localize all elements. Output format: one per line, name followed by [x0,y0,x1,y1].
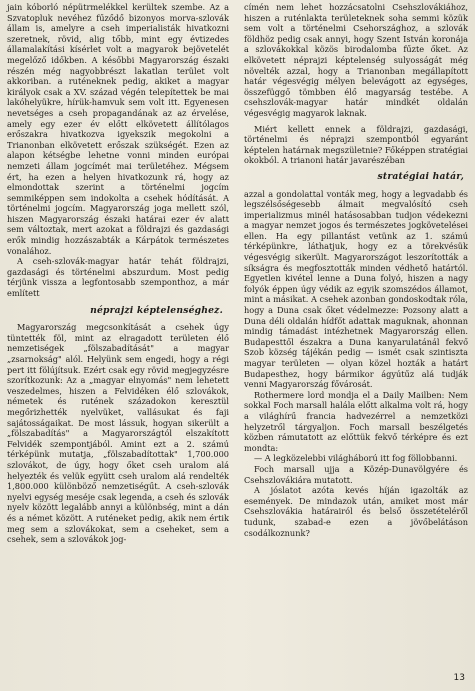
right-paragraph-3: azzal a gondolattal vonták meg, hogy a legvadabb és legszélsőségesebb álmait megvalósító cseh imperializmus minél hatásosabban tudjon védekezni a magyar nemzet jogos és természetes jogkövetelései ellen. Ha egy pillantást vetünk az 1. számú térképünkre, láthatjuk, hogy ez a törekvésük végesvégig sikerült. Magyarországot leszorították a síkságra és megfosztották minden védhető határtól. Egyetlen kivétel lenne a Duna folyó, hiszen a nagy folyók éppen úgy védik az egyik szomszédos államot, mint a másikat. A csehek azonban gondoskodtak róla, hogy a Duna csak őket védelmezze: Pozsony alatt a Duna déli oldalán hídfőt adattak maguknak, ahonnan mindig támadást intézhetnek Magyarország ellen. Budapesttől északra a Duna kanyarulatánál fekvő Szob község tájékán pedig — ismét csak szintiszta magyar területen — olyan közel hozták a határt Budapesthez, hogy bármikor ágyútűz alá tudják venni Magyarország fővárosát. [244,188,468,390]
right-paragraph-6: Foch marsall ujja a Közép-Dunavölgyére és Csehszlovákiára mutatott. [244,463,468,485]
right-paragraph-quote: — A legközelebbi világháború itt fog föllobbanni. [254,453,458,464]
right-column [244,2,468,538]
left-paragraph-3: Magyarország megcsonkítását a csehek úgy tüntették föl, mint az elragadott területen élő nemzetiségek „fölszabadítását" a magyar „zsarnokság" alól. Helyünk sem engedi, hogy a régi pert itt fölújítsuk. Ezért csak egy rövid megjegyzésre szorítkozunk: Az a „magyar elnyomás" nem lehetett veszedelmes, hiszen a Felvidéken élő szlovákok, németek és rutének századokon keresztül megőrizhették nyelvüket, vallásukat és faji sajátosságaikat. De most lássuk, hogyan sikerült a „fölszabadítás" a Magyarországtól elszakított Felvidék szempontjából. Amint ezt a 2. számú térképünk mutatja, „fölszabadítottak" 1,700.000 szlovákot, de úgy, hogy őket cseh uralom alá helyezték és velük együtt cseh uralom alá rendelték 1,800.000 különböző nemzetiségűt. A cseh-szlovák nyelvi egység meséje csak legenda, a cseh és szlovák nyelv között legalább annyi a különbség, mint a dán és a német között. A ruténeket pedig, akik nem értik meg sem a szlovákokat, sem a cseheket, sem a csehek, sem a szlovákok jog- [7,322,229,545]
right-paragraph-2: Miért kellett ennek a földrajzi, gazdasági, történelmi és néprajzi szempontból egyaránt képtelen határnak megszületnie? Főképpen stratégiai okokból. A trianoni határ javarészéban [244,123,468,166]
section-heading-ethnographic: néprajzi képtelenséghez. [90,304,223,316]
section-heading-strategic: stratégiai határ, [377,170,464,182]
left-column [7,2,229,545]
right-paragraph-4: Rothermere lord mondja el a Daily Mailben: Nem sokkal Foch marsall halála előtt alkalma volt rá, hogy a világhírű francia hadvezérrel a nemzetközi helyzetről tárgyaljon. Foch marsall beszélgetés közben rámutatott az előttük fekvő térképre és ezt mondta: [244,389,468,453]
right-paragraph-1: címén nem lehet hozzácsatolni Csehszlovákiához, hiszen a ruténlakta területeknek soha semmi közük sem volt a történelmi Csehországhoz, a szlovák földhöz pedig csak annyi, hogy Szent István koronája a szlovákokkal közös birodalomba fűzte őket. Az elkövetett néprajzi képtelenség sulyosságát még növelték azzal, hogy a Trianonban megállapított határ végesvégig mélyen belevágott az egységes, összefüggő tömbben élő magyarság testébe. A csehszlovák-magyar határ mindkét oldalán végesvégig magyarok laknak. [244,2,468,118]
right-paragraph-7: A jóslatot azóta kevés híján igazolták az események. De mindazok után, amiket most már Csehszlovákia határairól és belső összetételéről tudunk, szabad-e ezen a jövőbelátáson csodálkoznunk? [244,485,468,538]
left-paragraph-2: A cseh-szlovák-magyar határ tehát földrajzi, gazdasági és történelmi abszurdum. Most pedig térjünk vissza a legfontosabb szemponthoz, a már említett [7,256,229,299]
page-number: 13 [453,673,465,683]
left-paragraph-1: jain kóborló népütrmelékkel kerültek szembe. Az a Szvatopluk nevéhez fűződő bizonyos morva-szlovák állam is, amelyre a cseh imperialisták hivatkozni szeretnek, rövid, alig tőbb, mint egy évtizedes államalakítási kísérlet volt a magyarok bejövetelét megelőző időkben. A későbbi Magyarország északi részén még nagyobbrészt lakatlan terület volt akkoriban. a ruténeknek pedig, akiket a magyar királyok csak a XV. század végén telepítettek be mai lakóhelyükre, hírük-hamvuk sem volt itt. Egyenesen nevetséges a cseh propagandának az az érvelése, amely egy ezer év előtt elkövetett állítólagos erőszakra hivatkozva igyekszik megokolni a Trianonban elkövetett erőszak szükségét. Ezen az alapon kétségbe lehetne vonni minden európai nemzeti állam jogcímét mai területéhez. Mégsem ért, ha ezen a helyen hivatkozunk rá, hogy az elmondottak szerint a történelmi jogcím semmiképpen sem indokolta a csehek hódítását. A történelmi jogcím. Magyarország joga mellett szól, hiszen Magyarország északi határai ezer év alatt sem változtak, mert azokat a földrajzi és gazdasági erők mindig hozzászabták a Kárpátok természetes vonalához. [7,2,229,256]
